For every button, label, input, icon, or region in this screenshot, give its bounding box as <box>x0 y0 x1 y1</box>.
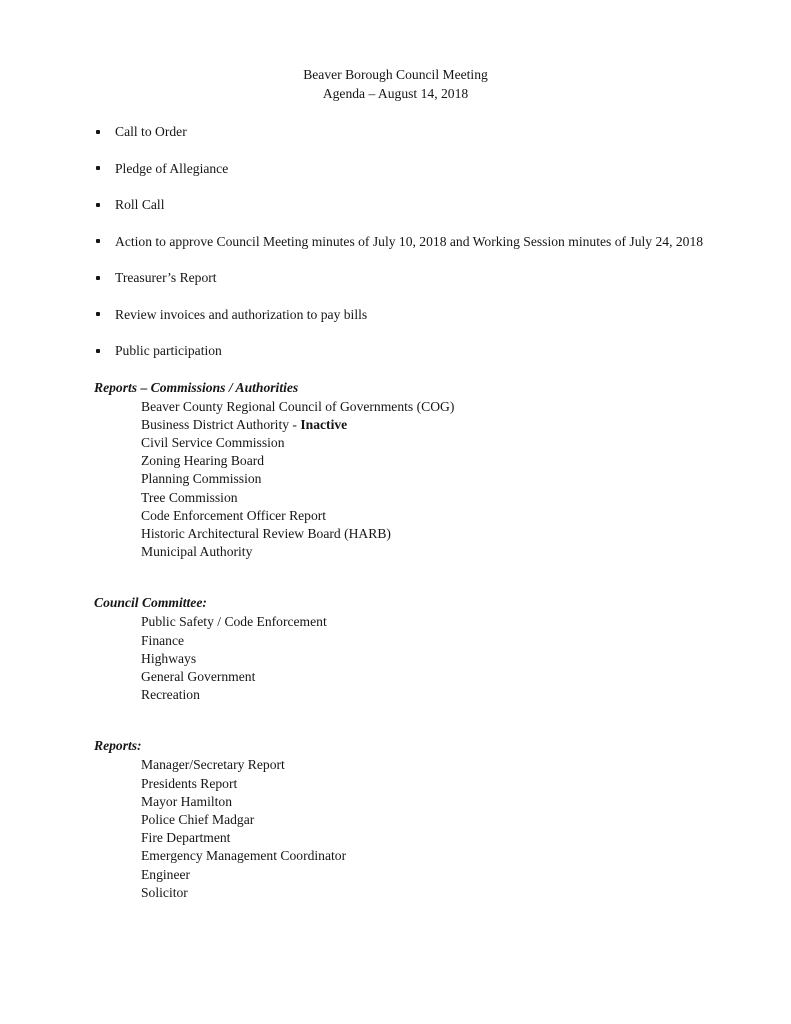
section-item-bold-text: Inactive <box>300 416 348 432</box>
section-reports <box>94 737 791 902</box>
section-item-text: Business District Authority - <box>141 416 301 432</box>
section-heading: Council Committee: <box>94 595 207 611</box>
document-subtitle: Agenda – August 14, 2018 <box>322 85 469 101</box>
section-reports-commissions-authorities <box>94 379 791 562</box>
section-item: Finance <box>141 632 185 648</box>
section-item: Recreation <box>141 687 200 703</box>
section-item-list <box>141 612 791 704</box>
document-title: Beaver Borough Council Meeting <box>303 67 488 82</box>
section-item: Presidents Report <box>141 775 238 791</box>
section-item <box>141 416 791 434</box>
section-item: Planning Commission <box>141 471 262 487</box>
agenda-item: Roll Call <box>94 196 705 214</box>
section-heading: Reports – Commissions / Authorities <box>94 379 299 395</box>
section-item: Beaver County Regional Council of Governments (COG) <box>141 398 455 414</box>
section-item: Police Chief Madgar <box>141 811 255 827</box>
section-item: General Government <box>141 668 256 684</box>
section-council-committee <box>94 594 791 704</box>
section-item: Engineer <box>141 866 191 882</box>
section-item: Highways <box>141 650 197 666</box>
section-item: Public Safety / Code Enforcement <box>141 614 327 630</box>
section-heading: Reports: <box>94 738 142 754</box>
section-item: Mayor Hamilton <box>141 793 232 809</box>
agenda-item: Call to Order <box>94 123 705 141</box>
section-item: Emergency Management Coordinator <box>141 848 347 864</box>
section-item: Tree Commission <box>141 489 238 505</box>
section-item: Civil Service Commission <box>141 434 285 450</box>
agenda-item: Treasurer’s Report <box>94 269 705 287</box>
agenda-item: Pledge of Allegiance <box>94 160 705 178</box>
section-item: Code Enforcement Officer Report <box>141 507 327 523</box>
agenda-item: Review invoices and authorization to pay bills <box>94 306 705 324</box>
agenda-item: Action to approve Council Meeting minutes of July 10, 2018 and Working Session minutes of July 24, 2018 <box>94 233 705 251</box>
agenda-bullet-list <box>94 123 791 360</box>
section-item: Municipal Authority <box>141 544 253 560</box>
section-item: Manager/Secretary Report <box>141 757 285 773</box>
section-item: Fire Department <box>141 830 231 846</box>
section-item: Historic Architectural Review Board (HARB) <box>141 525 391 541</box>
agenda-item: Public participation <box>94 342 705 360</box>
section-item: Zoning Hearing Board <box>141 453 265 469</box>
document-header <box>0 66 791 103</box>
section-item-list <box>141 397 791 562</box>
section-item-list <box>141 755 791 902</box>
section-item: Solicitor <box>141 884 188 900</box>
